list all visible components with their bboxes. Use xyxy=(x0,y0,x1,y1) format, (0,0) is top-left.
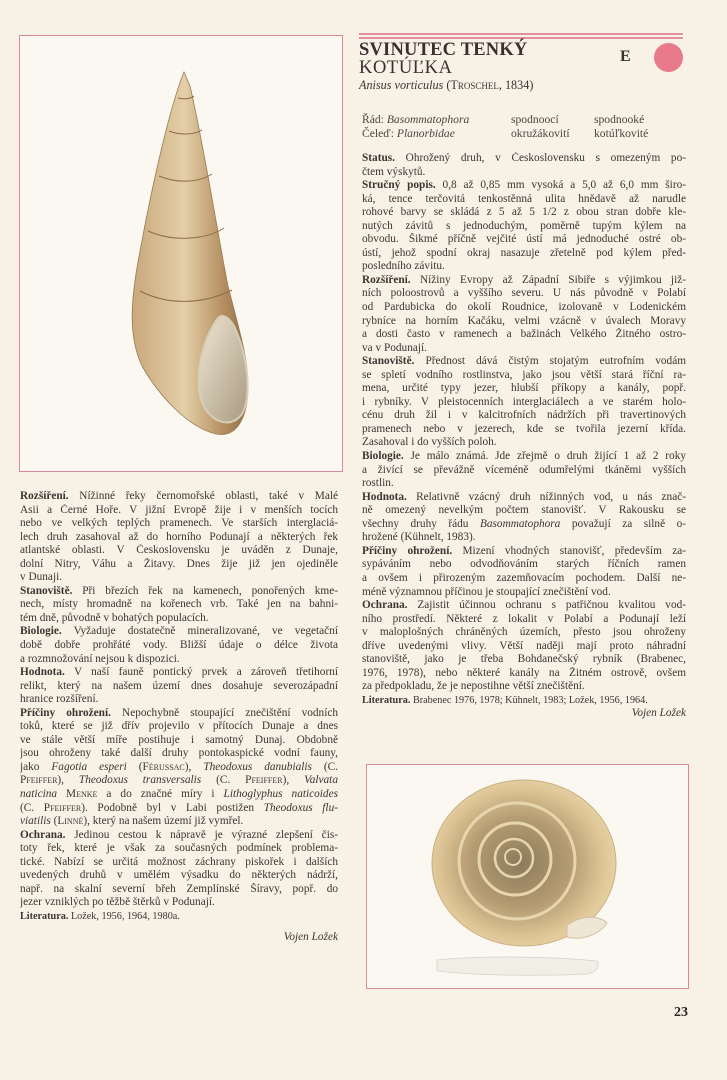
text-run: nutých závitů s jednoduchým, poměrně tupým kýlem na xyxy=(362,219,686,232)
text-run: va v Podunají. xyxy=(362,341,427,354)
text-line xyxy=(362,355,686,369)
order-czech: spodnoocí xyxy=(511,113,559,126)
text-run: čtem výskytů. xyxy=(362,165,426,178)
text-run: a ovšem i přirozeným zazemňovacím pochodem. Další ne- xyxy=(362,571,686,584)
page-number: 23 xyxy=(674,1005,688,1020)
text-line xyxy=(362,233,686,247)
text-run: v maloplošných chráněných územích, přesto jsou ohroženy xyxy=(362,626,686,639)
text-line xyxy=(362,315,686,329)
text-run: mena, určité typy jezer, hlubší příkopy a kanály, popř. xyxy=(362,382,686,395)
text-run: považují za silně o- xyxy=(560,517,686,530)
text-run: (C. xyxy=(20,801,44,814)
section-heading: Rozšíření. xyxy=(362,273,411,286)
text-run: Zajistit účinnou ochranu s patřičnou kvalitou vod- xyxy=(407,599,686,612)
text-run: ústí, jehož spodní okraj nasazuje zřetelně pod kýlem před- xyxy=(362,246,686,259)
text-run: cénu druh žil i v kalcitrofních nádržích při travertinových xyxy=(362,409,686,422)
text-line xyxy=(20,680,338,694)
order-label: Řád: xyxy=(362,113,384,126)
text-run: Theodoxus danubialis xyxy=(203,760,312,773)
text-line xyxy=(20,693,338,707)
text-line xyxy=(20,883,338,897)
text-line xyxy=(362,260,686,274)
planorbid-shell-illustration xyxy=(367,765,687,987)
section-heading: Stanoviště. xyxy=(362,355,415,368)
text-run: od Pardubicka do okolí Roudnice, izolovaně v Lodenickém xyxy=(362,301,686,314)
text-line xyxy=(362,152,686,166)
family-row xyxy=(362,127,469,141)
text-run: posledního závitu. xyxy=(362,260,445,273)
text-run: Basommatophora xyxy=(479,517,561,530)
text-line xyxy=(20,856,338,870)
text-run: ního prostředí. Některé z lokalit v Polabí a Podunají leží xyxy=(362,612,686,625)
text-line xyxy=(362,409,686,423)
threat-category-letter: E xyxy=(620,48,631,65)
text-run: ně omezený nevelkým počtem stanovišť. V Rakousku se xyxy=(362,504,686,517)
order-row xyxy=(362,113,469,127)
text-run: za předpokladu, že je nepostihne větší znečištění. xyxy=(362,680,585,693)
text-run: Férussac xyxy=(142,760,185,773)
species-title-czech: SVINUTEC TENKÝ xyxy=(359,40,528,60)
text-line xyxy=(362,342,686,356)
text-run: obvodu. Šikmé příčně vejčité ústí má jednoduché ostré ob- xyxy=(362,233,686,246)
text-run: tém dně, původně v bohatých populacích. xyxy=(20,611,209,624)
author-signature: Vojen Ložek xyxy=(631,707,686,720)
text-run: ), xyxy=(57,774,79,787)
text-line xyxy=(362,220,686,234)
section-heading: Status. xyxy=(362,152,395,164)
species-latin-name xyxy=(359,78,533,93)
text-line xyxy=(20,829,338,843)
text-run: Lithoglyphus naticoides xyxy=(223,788,338,801)
text-line xyxy=(20,490,338,504)
text-line xyxy=(362,328,686,342)
text-line xyxy=(362,653,686,667)
text-run: jsou ohroženy také další druhy pontokaspické vodní fauny, xyxy=(20,747,338,760)
text-line xyxy=(20,598,338,612)
literature-text: Brabenec 1976, 1978; Kühnelt, 1983; Ložek, 1956, 1964. xyxy=(410,694,648,706)
author-signature: Vojen Ložek xyxy=(283,930,338,943)
text-line xyxy=(362,504,686,518)
text-run: pramenech nebo v jezerech, kde se tvořila jezerní křída. xyxy=(362,422,686,435)
text-line xyxy=(20,666,338,680)
text-run: Relativně vzácný druh nížinných vod, u nás znač- xyxy=(406,490,686,503)
text-run: době dobře prohřáté vody. Bližší údaje o délce života xyxy=(20,639,338,652)
text-run: i rybníky. V pleistocenních interglaciálech a ve starém holo- xyxy=(362,395,686,408)
text-line xyxy=(362,396,686,410)
section-heading: Příčiny ohrožení. xyxy=(362,544,453,557)
text-run: uvedených druhů v umělém výsadku do některých nádrží, xyxy=(20,869,338,882)
text-run: nebo ve velkých teplých pramenech. Ve starších interglaciá- xyxy=(20,517,338,530)
text-run: ( xyxy=(50,815,58,828)
literature-line xyxy=(20,910,338,924)
text-run: Pfeiffer xyxy=(43,801,82,814)
text-line xyxy=(362,531,686,545)
text-run: Je málo známá. Jde zřejmě o druh žijící 1 až 2 roky xyxy=(403,450,686,463)
text-run: jezer vzniklých po těžbě štěrků v Podunají. xyxy=(20,896,215,909)
section-heading: Biologie. xyxy=(20,625,62,638)
text-run: Vyžaduje dostatečně mineralizované, ve vegetační xyxy=(61,625,338,638)
text-run: Přednost dává čistým stojatým eutrofním vodám xyxy=(414,355,686,368)
order-name: Basommatophora xyxy=(386,113,470,126)
text-line xyxy=(362,613,686,627)
section-heading: Ochrana. xyxy=(20,828,66,841)
text-line xyxy=(20,612,338,626)
text-run: naticina xyxy=(20,788,58,801)
text-line xyxy=(362,586,686,600)
text-line xyxy=(20,842,338,856)
text-run: nech, místy hromadně na kořenech vrb. Také jen na bahni- xyxy=(20,598,338,611)
section-heading: Biologie. xyxy=(362,450,404,463)
text-run: hrožené (Kühnelt, 1983). xyxy=(362,531,476,544)
text-line xyxy=(20,815,338,829)
text-run: Mizení vhodných stanovišť, především za- xyxy=(452,544,686,557)
taxonomy-czech xyxy=(511,113,570,140)
text-run: relikt, který na našem území dnes dosahuje severozápadní xyxy=(20,679,338,692)
text-line xyxy=(362,477,686,491)
text-run: v Dunaji. xyxy=(20,571,63,584)
section-heading: Stanoviště. xyxy=(20,584,73,597)
family-label: Čeleď: xyxy=(362,126,394,140)
text-line xyxy=(20,585,338,599)
family-slovak: kotúľkovité xyxy=(594,126,649,140)
text-run: ve stále větší míře postihuje i samotný Dunaj. Obdobně xyxy=(20,733,338,746)
text-line xyxy=(362,301,686,315)
taxonomy-slovak xyxy=(594,113,648,140)
text-run: Pfeiffer xyxy=(20,774,58,787)
text-line xyxy=(20,747,338,761)
section-heading: Stručný popis. xyxy=(362,179,436,192)
text-line xyxy=(20,774,338,788)
text-line xyxy=(362,423,686,437)
species-author: Troschel, 1834 xyxy=(450,78,530,92)
text-run: ), xyxy=(282,774,305,787)
text-line xyxy=(362,179,686,193)
text-line xyxy=(362,193,686,207)
text-run: ), který na našem území již vymřel. xyxy=(83,815,244,828)
text-line xyxy=(20,558,338,572)
text-run: ká, tence terčovitá tenkostěnná ulita hnědavě až narudle xyxy=(362,192,686,205)
text-run: a dosti často v ramenech a bažinách Velkého Žitného ostro- xyxy=(362,328,686,341)
section-heading: Hodnota. xyxy=(362,490,407,503)
right-column-text xyxy=(362,152,686,721)
header-rule-bottom xyxy=(359,37,683,39)
text-line xyxy=(362,518,686,532)
text-line xyxy=(362,436,686,450)
text-line xyxy=(20,802,338,816)
order-slovak: spodnooké xyxy=(594,113,645,126)
text-run xyxy=(57,788,66,800)
text-line xyxy=(362,558,686,572)
threat-category-dot-icon xyxy=(654,43,683,72)
text-run: hranice rozšíření. xyxy=(20,693,99,706)
text-line xyxy=(362,667,686,681)
left-column-text xyxy=(20,490,338,944)
text-run: a živící se převážně víceméně odumřelými tkáněmi vyšších xyxy=(362,463,686,476)
text-line xyxy=(20,571,338,585)
header-rule-top xyxy=(359,33,683,35)
text-run: Valvata xyxy=(304,774,338,787)
text-run: dolní Nitry, Váhu a Žitavy. Dnes žije již jen ojediněle xyxy=(20,557,338,570)
text-run: ). Podobně byl v Labi postižen xyxy=(81,801,264,814)
family-czech: okružákovití xyxy=(511,126,570,140)
text-line xyxy=(20,707,338,721)
text-line xyxy=(362,287,686,301)
text-line xyxy=(362,640,686,654)
taxonomy-latin xyxy=(362,113,469,140)
text-line xyxy=(362,369,686,383)
text-run: (C. xyxy=(311,760,338,773)
text-line xyxy=(20,625,338,639)
text-run: jako xyxy=(20,760,52,773)
text-line xyxy=(20,734,338,748)
text-run: rohové barvy se skládá z 5 až 5 1/2 z obou stran dobře kle- xyxy=(362,206,686,219)
text-line xyxy=(362,450,686,464)
author-open-paren: ( xyxy=(446,78,451,92)
text-run: 0,8 až 0,85 mm vysoká a 5,0 až 6,0 mm širo- xyxy=(435,179,686,192)
text-run: lech druh zasahoval až do horního Podunají a některých řek xyxy=(20,530,338,543)
text-line xyxy=(20,517,338,531)
text-line xyxy=(20,896,338,910)
text-run: Theodoxus flu- xyxy=(263,801,338,814)
text-run: Nepochybně stoupající znečištění vodních xyxy=(110,706,338,719)
text-run: tické. Nabízí se určitá možnost záchrany piskořek i dalších xyxy=(20,855,338,868)
text-line xyxy=(362,680,686,694)
text-line xyxy=(20,788,338,802)
text-run: a do značné míry i xyxy=(97,788,224,801)
text-run: viatilis xyxy=(20,815,51,828)
text-run: Fagotia esperi xyxy=(51,760,127,773)
text-run: ních poloostrovů a vyššího severu. U nás původně v Polabí xyxy=(362,287,686,300)
text-run: Ohrožený druh, v Československu s omezeným po- xyxy=(394,152,686,164)
literature-label: Literatura. xyxy=(20,910,69,922)
text-line xyxy=(362,206,686,220)
text-run: toty řek, které je však za současných podmínek problema- xyxy=(20,842,338,855)
text-line xyxy=(20,869,338,883)
author-close-paren: ) xyxy=(529,78,534,92)
text-line xyxy=(20,761,338,775)
text-run: dříve uvedenými vlivy. Větší naději mají proto náhradní xyxy=(362,639,686,652)
section-heading: Rozšíření. xyxy=(20,490,69,502)
text-run: atlantské oblasti. V Československu je uváděn z Dunaje, xyxy=(20,544,338,557)
tower-shell-illustration xyxy=(20,36,341,470)
text-line xyxy=(362,491,686,505)
text-run: Asii a Černé Hoře. V jižní Evropě žije i v menších tocích xyxy=(20,503,338,516)
text-line xyxy=(362,247,686,261)
species-title-slovak: KOTÚĽKA xyxy=(359,58,453,78)
text-run: např. na skalní severní břeh Zemplínské Šíravy, popř. do xyxy=(20,882,338,895)
text-run: toků, které se již dřív projevilo v přítocích Dunaje a dnes xyxy=(20,720,338,733)
latin-binomial: Anisus vorticulus xyxy=(359,78,444,92)
text-line xyxy=(362,464,686,478)
section-heading: Hodnota. xyxy=(20,666,65,679)
text-line xyxy=(362,166,686,180)
illustration-frame-bottom xyxy=(366,764,689,989)
text-run: rybníce na horním Kačáku, velmi vzácně v úvalech Moravy xyxy=(362,314,686,327)
text-run: ), xyxy=(184,760,204,773)
text-run: Menke xyxy=(66,788,98,801)
text-line xyxy=(20,639,338,653)
text-line xyxy=(20,531,338,545)
text-run: V naší fauně pontický prvek a zároveň třetihorní xyxy=(64,666,338,679)
text-run: všechny druhy řádu xyxy=(362,517,480,530)
literature-label: Literatura. xyxy=(362,694,411,706)
text-run: méně významnou příčinou je stoupající znečištění vod. xyxy=(362,585,611,598)
text-run: ( xyxy=(126,760,143,773)
text-run: a rozmnožování nejsou k dispozici. xyxy=(20,652,180,665)
text-run: 1976, 1978), nebo některé kanály na Žitném ostrově, ovšem xyxy=(362,666,686,679)
text-line xyxy=(362,599,686,613)
literature-line xyxy=(362,694,686,708)
text-line xyxy=(362,274,686,288)
text-run: (C. xyxy=(201,774,246,787)
family-name: Planorbidae xyxy=(396,126,455,140)
text-run: se spletí vodního rostlinstva, jako jsou větší stará říční ra- xyxy=(362,368,686,381)
illustration-frame-top xyxy=(19,35,343,472)
literature-text: Ložek, 1956, 1964, 1980a. xyxy=(68,910,180,922)
text-line xyxy=(20,720,338,734)
section-heading: Ochrana. xyxy=(362,599,408,612)
text-run: Jedinou cestou k nápravě je výrazné zlepšení čis- xyxy=(65,828,338,841)
text-line xyxy=(20,544,338,558)
text-run: rostlin. xyxy=(362,477,394,490)
text-run: Linné xyxy=(57,815,84,828)
text-line xyxy=(362,545,686,559)
text-run: Theodoxus transversalis xyxy=(78,774,202,787)
text-line xyxy=(362,382,686,396)
section-heading: Příčiny ohrožení. xyxy=(20,706,111,719)
text-run: sypáváním nebo odvodňováním starých říčních ramen xyxy=(362,558,686,571)
text-run: Při březích řek na kamenech, ponořených kme- xyxy=(72,584,338,597)
spacer xyxy=(20,924,338,931)
text-line xyxy=(20,653,338,667)
text-line xyxy=(362,626,686,640)
text-run: Pfeiffer xyxy=(245,774,283,787)
text-run: Zasahoval i do vyšších poloh. xyxy=(362,436,497,449)
text-run: Nížinné řeky černomořské oblasti, také v Malé xyxy=(68,490,338,502)
text-line xyxy=(20,504,338,518)
text-run: Nížiny Evropy až Západní Sibiře s výjimkou již- xyxy=(410,273,686,286)
text-line xyxy=(362,572,686,586)
text-run: stanoviště, jako je třeba Bohdanečský rybník (Brabenec, xyxy=(362,653,686,666)
